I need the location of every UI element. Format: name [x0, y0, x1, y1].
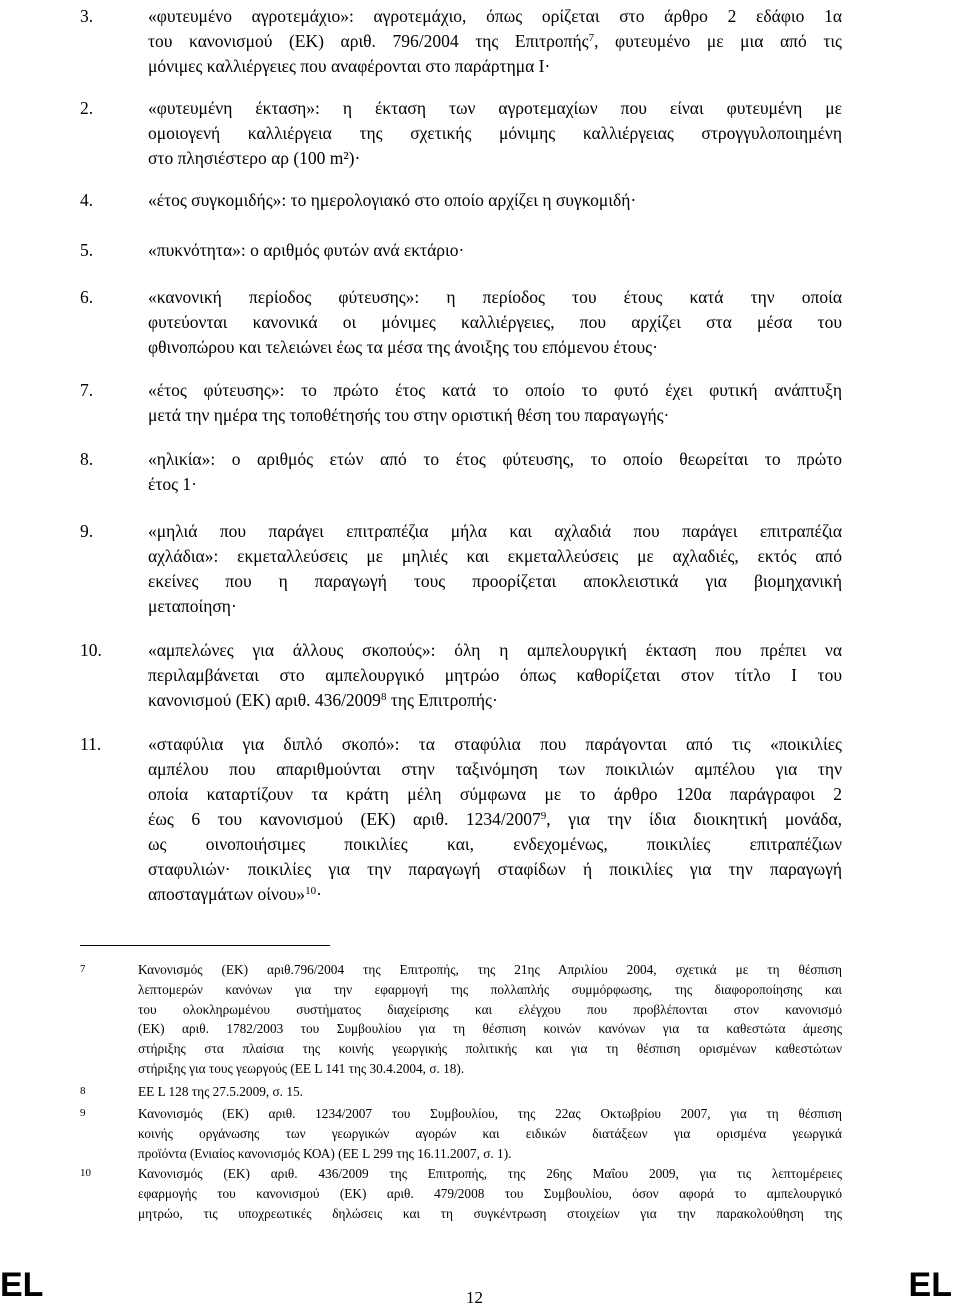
- definition-text: [148, 4, 842, 79]
- definition-line: «αμπελώνες για άλλους σκοπούς»: όλη η αμπελουργική έκταση που πρέπει να: [148, 640, 842, 660]
- footnote-line: Κανονισμός (ΕΚ) αριθ.796/2004 της Επιτροπής, της 21ης Απριλίου 2004, σχετικά με τη θέσπιση: [138, 962, 842, 977]
- footer-language-left: EL: [0, 1266, 44, 1304]
- definition-line: «πυκνότητα»: ο αριθμός φυτών ανά εκτάριο·: [148, 240, 465, 260]
- definition-text: [148, 638, 842, 713]
- definition-line: έως 6 του κανονισμού (ΕΚ) αριθ. 1234/2007$^9$, για την ίδια διοικητική μονάδα,: [148, 809, 842, 829]
- definition-item: [80, 96, 842, 171]
- definition-line: κανονισμού (ΕΚ) αριθ. 436/2009$^8$ της Επιτροπής·: [148, 690, 498, 710]
- definition-item: [80, 447, 842, 497]
- definition-number: 11.: [80, 734, 102, 754]
- definition-line: έτος 1·: [148, 474, 198, 494]
- definition-text: [148, 447, 842, 497]
- definition-line: οποία καταρτίζουν τα κράτη μέλη σύμφωνα με το άρθρο 120α παράγραφοι 2: [148, 784, 842, 804]
- footnote-line: (ΕΚ) αριθ. 1782/2003 του Συμβουλίου για τη θέσπιση κοινών κανόνων για τα καθεστώτα άμεσης: [138, 1021, 842, 1037]
- definition-line: μόνιμες καλλιέργειες που αναφέρονται στο παράρτημα Ι·: [148, 56, 551, 76]
- footnote-separator: [80, 945, 330, 946]
- definition-number: 5.: [80, 240, 94, 260]
- definition-number: 6.: [80, 287, 94, 307]
- footnote-number: 7: [80, 963, 86, 975]
- definition-line: του κανονισμού (ΕΚ) αριθ. 796/2004 της Επιτροπής$^7$, φυτευμένο με μια από τις: [148, 31, 842, 51]
- definition-text: [148, 732, 842, 907]
- definition-text: [148, 238, 842, 263]
- definition-line: αχλάδια»: εκμεταλλεύσεις με μηλιές και εκμεταλλεύσεις με αχλαδιές, εκτός από: [148, 546, 842, 566]
- definition-line: φυτεύονται κανονικά οι μόνιμες καλλιέργειες, που αρχίζει στα μέσα του: [148, 312, 842, 332]
- footnote-line: μητρώο, τις υποχρεωτικές δηλώσεις και τη συγκέντρωση στοιχείων για την παρακολούθηση της: [138, 1205, 842, 1221]
- definition-line: αμπέλου που απαριθμούνται στην ταξινόμηση των ποικιλιών αμπέλου για την: [148, 759, 842, 779]
- definition-item: [80, 188, 842, 213]
- footer-language-right: EL: [908, 1266, 952, 1304]
- definition-text: [148, 188, 842, 213]
- footnote-text: [138, 960, 842, 1079]
- definition-text: [148, 285, 842, 360]
- footnote-text: [138, 1104, 842, 1163]
- definition-line: «φυτευμένο αγροτεμάχιο»: αγροτεμάχιο, όπως ορίζεται στο άρθρο 2 εδάφιο 1α: [148, 6, 842, 26]
- footnote: [80, 1164, 842, 1223]
- definition-line: σταφυλιών· ποικιλίες για την παραγωγή σταφίδων ή ποικιλίες για την παραγωγή: [148, 859, 842, 879]
- definition-line: μεταποίηση·: [148, 596, 237, 616]
- footnote: [80, 1104, 842, 1163]
- footnote-number: 9: [80, 1107, 86, 1119]
- definition-line: φθινοπώρου και τελειώνει έως τα μέσα της άνοιξης του επόμενου έτους·: [148, 337, 658, 357]
- footnote-line: Κανονισμός (ΕΚ) αριθ. 436/2009 της Επιτροπής, της 26ης Μαΐου 2009, για τις λεπτομέρειες: [138, 1166, 842, 1181]
- definition-text: [148, 519, 842, 619]
- footnote-line: του ολοκληρωμένου συστήματος διαχείρισης και ελέγχου που προβλέπονται στον κανονισμό: [138, 1001, 842, 1017]
- definition-number: 3.: [80, 6, 94, 26]
- definition-line: «έτος φύτευσης»: το πρώτο έτος κατά το οποίο το φυτό έχει φυτική ανάπτυξη: [148, 380, 842, 400]
- definition-number: 4.: [80, 190, 94, 210]
- footnote-line: στήριξης για τους γεωργούς (ΕΕ L 141 της 30.4.2004, σ. 18).: [138, 1060, 465, 1076]
- definition-number: 8.: [80, 449, 94, 469]
- definition-item: [80, 638, 842, 713]
- footnote: [80, 1082, 842, 1102]
- definition-text: [148, 96, 842, 171]
- footnote-line: Κανονισμός (ΕΚ) αριθ. 1234/2007 του Συμβουλίου, της 22ας Οκτωβρίου 2007, για τη θέσπιση: [138, 1106, 842, 1121]
- footnote-line: κοινής οργάνωσης των γεωργικών αγορών και ειδικών διατάξεων για ορισμένα γεωργικά: [138, 1125, 842, 1141]
- definition-number: 2.: [80, 98, 94, 118]
- footnote-line: ΕΕ L 128 της 27.5.2009, σ. 15.: [138, 1084, 303, 1099]
- footnote-line: λεπτομερών κανόνων για την εφαρμογή της πολλαπλής συμμόρφωσης, της διαφοροποίησης και: [138, 981, 842, 997]
- definition-line: «έτος συγκομιδής»: το ημερολογιακό στο οποίο αρχίζει η συγκομιδή·: [148, 190, 637, 210]
- definition-line: «φυτευμένη έκταση»: η έκταση των αγροτεμαχίων που είναι φυτευμένη με: [148, 98, 842, 118]
- definition-line: περιλαμβάνεται στο αμπελουργικό μητρώο όπως καθορίζεται στον τίτλο Ι του: [148, 665, 842, 685]
- definition-number: 7.: [80, 380, 94, 400]
- definition-item: [80, 285, 842, 360]
- definition-line: εκείνες που η παραγωγή τους προορίζεται αποκλειστικά για βιομηχανική: [148, 571, 842, 591]
- definition-line: αποσταγμάτων οίνου»$^{10}$·: [148, 884, 322, 904]
- definition-item: [80, 378, 842, 428]
- definition-line: «σταφύλια για διπλό σκοπό»: τα σταφύλια που παράγονται από τις «ποικιλίες: [148, 734, 842, 754]
- footnote: [80, 960, 842, 1079]
- definition-line: «ηλικία»: ο αριθμός ετών από το έτος φύτευσης, το οποίο θεωρείται το πρώτο: [148, 449, 842, 469]
- definition-line: «μηλιά που παράγει επιτραπέζια μήλα και αχλαδιά που παράγει επιτραπέζια: [148, 521, 842, 541]
- definition-item: [80, 238, 842, 263]
- definition-line: στο πλησιέστερο αρ (100 m²)·: [148, 148, 361, 168]
- definition-item: [80, 4, 842, 79]
- page-number: 12: [466, 1288, 483, 1307]
- definition-line: ως οινοποιήσιμες ποικιλίες και, ενδεχομένως, ποικιλίες επιτραπέζιων: [148, 834, 842, 854]
- definition-item: [80, 519, 842, 619]
- footnote-line: στήριξης στα πλαίσια της κοινής γεωργικής πολιτικής και για τη θέσπιση ορισμένων καθεστώτων: [138, 1041, 842, 1057]
- definition-line: «κανονική περίοδος φύτευσης»: η περίοδος του έτους κατά την οποία: [148, 287, 842, 307]
- definition-number: 10.: [80, 640, 102, 660]
- definition-line: ομοιογενή καλλιέργεια της σχετικής μόνιμης καλλιέργειας στρογγυλοποιημένη: [148, 123, 842, 143]
- footnote-number: 8: [80, 1085, 86, 1097]
- definition-item: [80, 732, 842, 907]
- definition-text: [148, 378, 842, 428]
- footnote-line: προϊόντα (Ενιαίος κανονισμός ΚΟΑ) (ΕΕ L 299 της 16.11.2007, σ. 1).: [138, 1145, 512, 1161]
- definition-number: 9.: [80, 521, 94, 541]
- footnote-number: 10: [80, 1167, 91, 1179]
- definition-line: μετά την ημέρα της τοποθέτησής του στην οριστική θέση του παραγωγής·: [148, 405, 670, 425]
- footnote-text: [138, 1082, 842, 1102]
- footnote-line: εφαρμογής του κανονισμού (ΕΚ) αριθ. 479/2008 του Συμβουλίου, όσον αφορά το αμπελουργικό: [138, 1185, 842, 1201]
- footnote-text: [138, 1164, 842, 1223]
